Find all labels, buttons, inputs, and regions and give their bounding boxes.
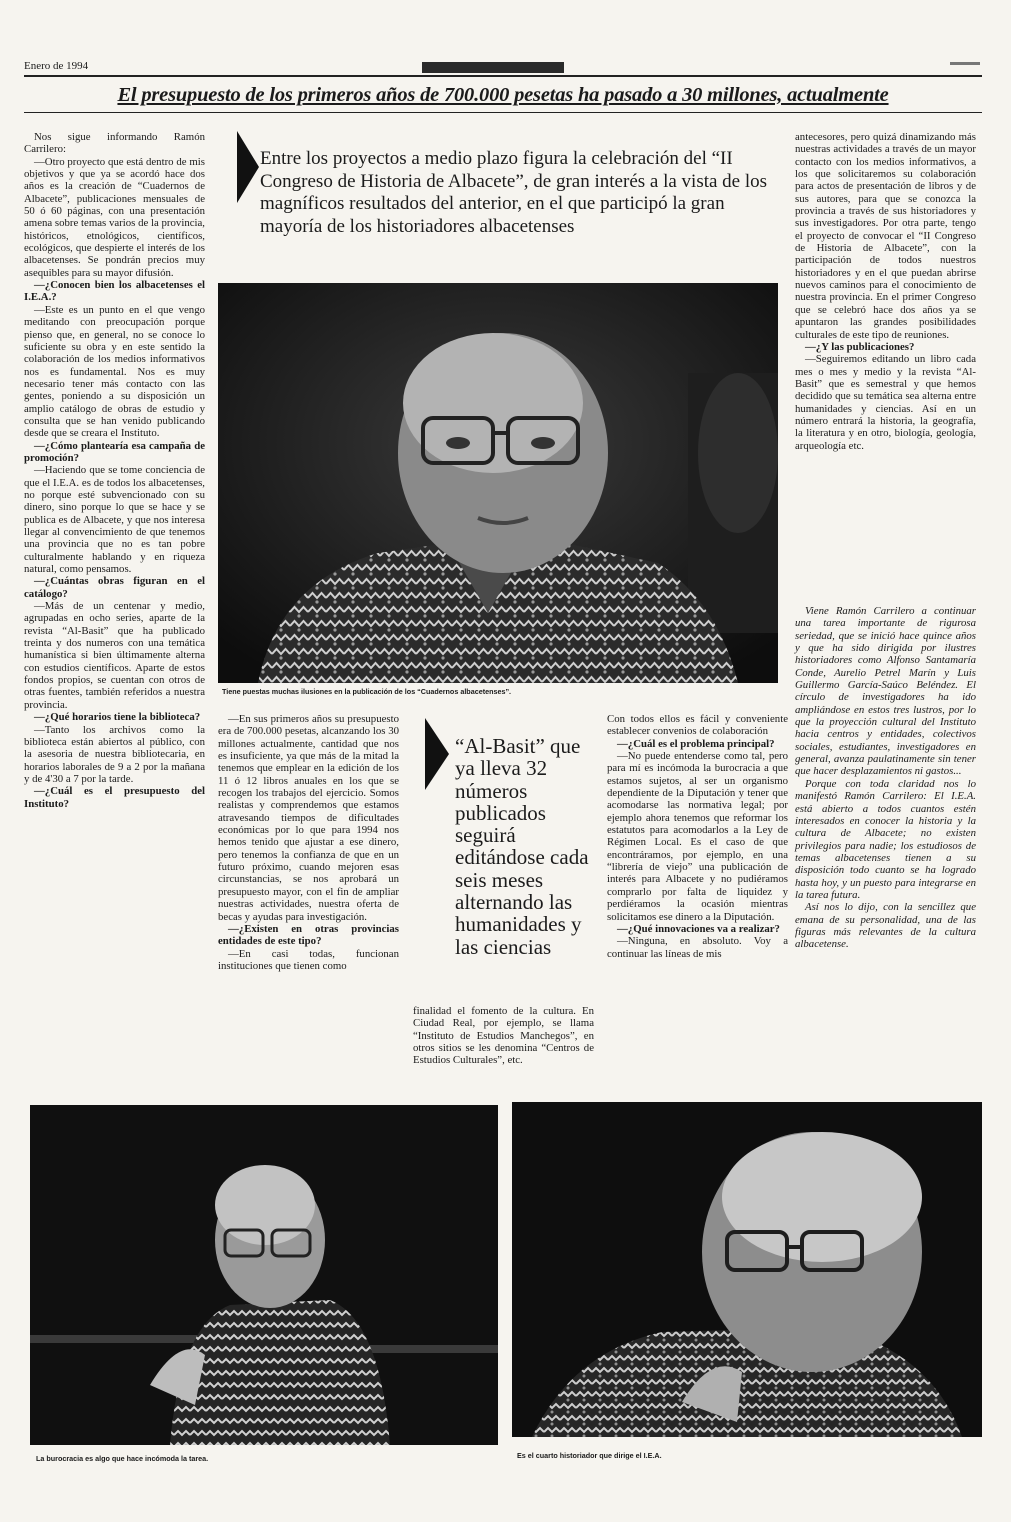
paragraph: —En sus primeros años su presupuesto era de 700.000 pesetas, alcanzando los 30 millones actualmente, cantidad que nos es insuficiente, ya que más de la mitad la tenemos que emplear en la edición de los 11 ó 12 libros anuales en los que se recogen los trabajos del ejercicio. Somos realistas y comprendemos que estamos atravesando tiempos de dificultades económicas por lo que para 1994 nos hemos tenido que ajustar a ese dinero, pero tenemos la confianza de que en un futuro próximo, cuando mejoren esas circunstancias, se nos aprobará un presupuesto mayor, con el fin de ampliar nuestras actividades, nuestra oferta de becas y ayudas para investigación.	[218, 713, 399, 923]
paragraph: Con todos ellos es fácil y conveniente establecer convenios de colaboración	[607, 713, 788, 738]
paragraph: —Ninguna, en absoluto. Voy a continuar las líneas de mis	[607, 935, 788, 960]
interview-question: —¿Qué horarios tiene la biblioteca?	[34, 711, 201, 724]
issue-date: Enero de 1994	[24, 60, 89, 72]
paragraph: —Seguiremos editando un libro cada mes o mes y medio y la revista “Al-Basit” que es semestral y que hemos decidido que su temática sea alterna entre humanidades y ciencias. Así en un número entrará la historia, la geografía, la literatura y en otro, biología, geología, arqueología etc.	[795, 353, 976, 452]
paragraph: —Tanto los archivos como la biblioteca están abiertos al público, con la asesoria de nuestra bibliotecaria, en horarios laborales de 9 a 2 por la mañana y de 4'30 a 7 por la tarde.	[24, 723, 205, 785]
paragraph: —Este es un punto en el que vengo meditando con preocupación porque pienso que, en general, no se conoce lo suficiente su obra y en este sentido la colaboración de los medios informativos nos es fundamental. Nos es muy necesario tener más contacto con las gentes, poniendo a su disposición un amplio catálogo de obras de estudio y consulta que se han venido publicando desde que se creara el Instituto.	[24, 303, 205, 440]
pull-quote-middle: “Al-Basit” que ya lleva 32 números publicados seguirá editándose cada seis meses alternando las humanidades y las ciencias	[455, 734, 589, 959]
interview-question: —¿Cuál es el presupuesto del Instituto?	[24, 785, 205, 810]
page-number-mark	[950, 62, 980, 65]
column-3	[413, 1005, 594, 1095]
article-headline: El presupuesto de los primeros años de 700.000 pesetas ha pasado a 30 millones, actualmente	[117, 84, 889, 106]
paragraph: —Otro proyecto que está dentro de mis objetivos y que ya se acordó hace dos años es la creación de “Cuadernos de Albacete”, publicaciones mensuales de 50 ó 60 páginas, con una presentación amena sobre temas varios de la provincia, históricos, etnológicos, científicos, ecológicos, que despierte el interés de los albacetenses. Se pondrán precios muy asequibles para su mayor difusión.	[24, 155, 205, 279]
interview-question: —¿Y las publicaciones?	[805, 340, 915, 353]
interview-question: —¿Conocen bien los albacetenses el I.E.A.?	[24, 279, 205, 304]
interview-question: —¿Cuál es el problema principal?	[617, 737, 775, 750]
interview-question: —¿Cómo plantearía esa campaña de promoción?	[24, 439, 205, 464]
portrait-illustration	[218, 283, 778, 683]
pull-quote-arrow-icon	[237, 131, 259, 203]
paragraph: —Más de un centenar y medio, agrupadas en ocho series, aparte de la revista “Al-Basit” que ha publicado treinta y dos numeros con una temática humanística si bien últimamente alterna con estudios científicos. Aparte de estos fondos propios, se cuentan con otros de otras fuentes, también referidos a nuestra provincia.	[24, 600, 205, 711]
paragraph: Así nos lo dijo, con la sencillez que emana de su personalidad, una de las figuras más relevantes de la cultura albacetense.	[795, 901, 976, 951]
interview-question: —¿Existen en otras provincias entidades de este tipo?	[218, 922, 399, 948]
headline-rule	[24, 112, 982, 113]
masthead-banner	[422, 62, 564, 73]
portrait-photo-bottom-left	[30, 1105, 498, 1445]
photo-bottom-left-caption: La burocracia es algo que hace incómoda la tarea.	[36, 1454, 209, 1463]
paragraph: —No puede entenderse como tal, pero para mí es incómoda la burocracia a que estamos sujetos, al ser un organismo dependiente de la Diputación y tener que acomodarse las normativa legal; por ejemplo ahora tenemos que reformar los estatutos para acomodarlos a la Ley de Régimen Local. Es el caso de que encontráramos, por ejemplo, en una “librería de viejo” una publicación de interés para Albacete y no pudiéramos comprarlo por falta de liquidez y perdiéramos la ocasión mientras solicitamos ese dinero a la Diputación.	[607, 750, 788, 923]
paragraph: —Haciendo que se tome conciencia de que el I.E.A. es de todos los albacetenses, no porque esté subvencionado con su dinero, sino porque lo que se hace y se publica es de Albacete, y que nos interesa llegar al convencimiento de que tenemos una provincia que no es tan pobre culturalmente hablando y en riqueza natural, como pensamos.	[24, 464, 205, 576]
pull-quote-top: Entre los proyectos a medio plazo figura la celebración del “II Congreso de Historia de Albacete”, de gran interés a la vista de los magníficos resultados del anterior, en el que participó la gran mayoría de los historiadores albacetenses	[260, 148, 768, 237]
interview-question: —¿Cuántas obras figuran en el catálogo?	[24, 575, 205, 600]
portrait-photo-top	[218, 283, 778, 683]
paragraph: Nos sigue informando Ramón Carrilero:	[24, 131, 205, 156]
portrait-illustration	[512, 1102, 982, 1437]
column-5-closing	[795, 605, 976, 1095]
paragraph: finalidad el fomento de la cultura. En Ciudad Real, por ejemplo, se llama “Instituto de Estudios Manchegos”, en otros sitios se les denomina “Centros de Estudios Culturales”, etc.	[413, 1005, 594, 1067]
column-4	[607, 713, 788, 1093]
photo-bottom-right-caption: Es el cuarto historiador que dirige el I.E.A.	[517, 1451, 662, 1460]
portrait-illustration	[30, 1105, 498, 1445]
interview-question: —¿Qué innovaciones va a realizar?	[617, 922, 780, 935]
portrait-photo-bottom-right	[512, 1102, 982, 1437]
column-1	[24, 131, 205, 1091]
column-5	[795, 131, 976, 601]
top-rule	[24, 75, 982, 77]
column-2	[218, 713, 399, 1093]
photo-top-caption: Tiene puestas muchas ilusiones en la publicación de los “Cuadernos albacetenses”.	[222, 687, 512, 696]
paragraph: antecesores, pero quizá dinamizando más nuestras actividades a través de un mayor contacto con los medios informativos, a los que solicitaremos su colaboración para actos de presentación de libros y de sus autores, para que se conozca la provincia a través de sus historiadores y sus investigadores. Por otra parte, tengo el proyecto de convocar el “II Congreso de Historia de Albacete”, con la participación de todos nuestros historiadores y en el que puedan abrirse nuevos caminos para el conocimiento de nuestra provincia. En el primer Congreso que se celebró hace dos años ya se apuntaron las grandes posibilidades culturales de este tipo de reuniones.	[795, 131, 976, 341]
paragraph: Viene Ramón Carrilero a continuar una tarea importante de rigurosa seriedad, que se inició hace quince años y que ha sido dirigida por ilustres historiadores como Alfonso Santamaría Conde, Aurelio Petrel Marín y Luis Guillermo García-Saúco Beléndez. El círculo de investigadores ha ido ampliándose en estos tres lustros, por lo que la proyección cultural del Instituto hacia centros y entidades, colectivos sociales, estudiantes, investigadores en general, avanza paulatinamente sin tener que hacer desplazamientos ni gastos...	[795, 605, 976, 778]
paragraph: —En casi todas, funcionan instituciones que tienen como	[218, 947, 399, 972]
paragraph: Porque con toda claridad nos lo manifestó Ramón Carrilero: El I.E.A. está abierto a todos cuantos estén interesados en conocer la historia y la cultura de Albacete; no existen privilegios para nadie; los estudiosos de temas albacetenses tienen a su disposición todo cuanto se ha logrado hasta hoy, y un puesto para integrarse en la tarea futura.	[795, 777, 976, 901]
pull-quote-arrow-icon	[425, 718, 449, 790]
